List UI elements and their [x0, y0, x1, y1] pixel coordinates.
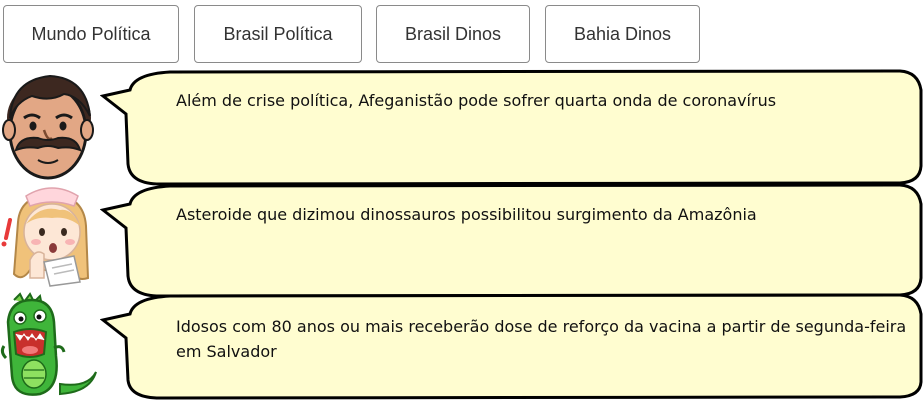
- avatar: [0, 68, 100, 180]
- speech-bubble-shape: [100, 182, 923, 300]
- headline-text[interactable]: Idosos com 80 anos ou mais receberão dose de reforço da vacina a partir de segunda-feira em Salvador: [176, 317, 907, 361]
- mustache-man-icon: [0, 68, 100, 180]
- green-dinosaur-icon: [0, 292, 100, 400]
- tab-bar: [0, 0, 923, 66]
- speech-bubble-shape: [100, 68, 923, 186]
- headline-text[interactable]: Asteroide que dizimou dinossauros possibilitou surgimento da Amazônia: [176, 205, 757, 224]
- speech-bubble: [100, 182, 923, 300]
- tab-brasil-dinos[interactable]: Brasil Dinos: [376, 5, 530, 63]
- news-item: [0, 68, 923, 186]
- headline-text[interactable]: Além de crise política, Afeganistão pode sofrer quarta onda de coronavírus: [176, 91, 777, 110]
- tab-brasil-politica[interactable]: Brasil Política: [194, 5, 362, 63]
- avatar: [0, 292, 100, 404]
- news-item: [0, 292, 923, 400]
- tab-bahia-dinos[interactable]: Bahia Dinos: [545, 5, 700, 63]
- avatar: [0, 182, 100, 294]
- speech-bubble: [100, 68, 923, 186]
- nurse-girl-icon: [0, 182, 100, 294]
- tab-mundo-politica[interactable]: Mundo Política: [3, 5, 179, 63]
- news-item: [0, 182, 923, 300]
